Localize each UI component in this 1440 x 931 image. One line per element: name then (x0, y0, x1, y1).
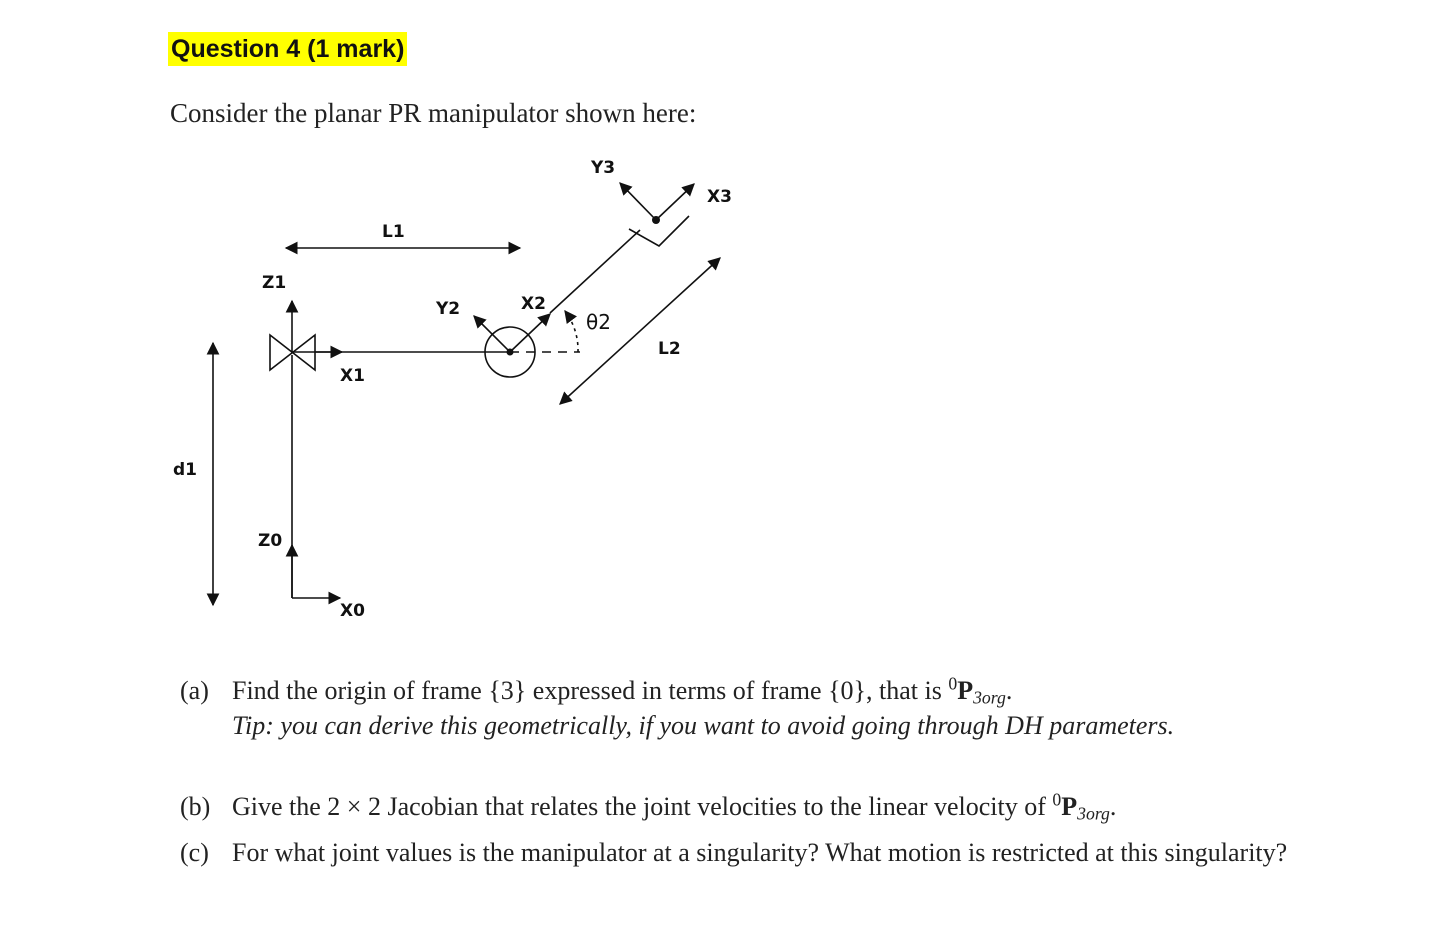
part-b-marker: (b) (180, 792, 211, 821)
part-b-point-symbol: P (1061, 792, 1078, 821)
part-b-point-subscript: 3org (1077, 803, 1110, 824)
part-a-text: Find the origin of frame {3} expressed in terms of frame {0}, that is (232, 676, 949, 705)
y3-axis-arrow (620, 183, 656, 220)
part-b (180, 789, 1320, 824)
part-c (180, 835, 1320, 870)
x1-label: X1 (340, 366, 365, 386)
l2-label: L2 (658, 339, 681, 359)
z1-label: Z1 (262, 273, 287, 293)
x2-axis-arrow (510, 314, 550, 352)
l2-dimension-arrow (560, 258, 720, 404)
l1-label: L1 (382, 222, 405, 242)
frame2-origin-dot (507, 349, 514, 356)
part-c-text: For what joint values is the manipulator at a singularity? What motion is restricted at this singularity? (232, 838, 1288, 867)
part-a-point-subscript: 3org (973, 687, 1006, 708)
part-b-frame-sup: 0 (1052, 789, 1062, 810)
z0-label: Z0 (258, 531, 283, 551)
x0-label: X0 (340, 601, 365, 620)
question-title: Question 4 (1 mark) (168, 32, 407, 66)
part-b-text: Give the 2 × 2 Jacobian that relates the joint velocities to the linear velocity of (232, 792, 1053, 821)
part-b-period: . (1109, 792, 1117, 821)
theta2-arc (565, 311, 578, 352)
y2-label: Y2 (436, 299, 461, 319)
part-a-point-symbol: P (957, 676, 974, 705)
part-a (180, 673, 1320, 743)
part-a-frame-sup: 0 (948, 673, 958, 694)
x2-label: X2 (521, 294, 546, 314)
manipulator-figure (0, 140, 800, 620)
y3-label: Y3 (591, 158, 616, 178)
frame3-origin-dot (652, 216, 660, 224)
link-2 (550, 230, 640, 313)
theta2-label: θ2 (586, 310, 611, 334)
part-a-period: . (1005, 676, 1013, 705)
part-a-tip: Tip: you can derive this geometrically, if you want to avoid going through DH parameters. (232, 711, 1175, 740)
question-intro: Consider the planar PR manipulator shown here: (170, 98, 697, 128)
x3-axis-arrow (656, 184, 694, 220)
part-a-marker: (a) (180, 676, 209, 705)
part-c-marker: (c) (180, 838, 209, 867)
d1-label: d1 (173, 460, 197, 480)
x3-label: X3 (707, 187, 732, 207)
y2-axis-arrow (474, 316, 510, 352)
